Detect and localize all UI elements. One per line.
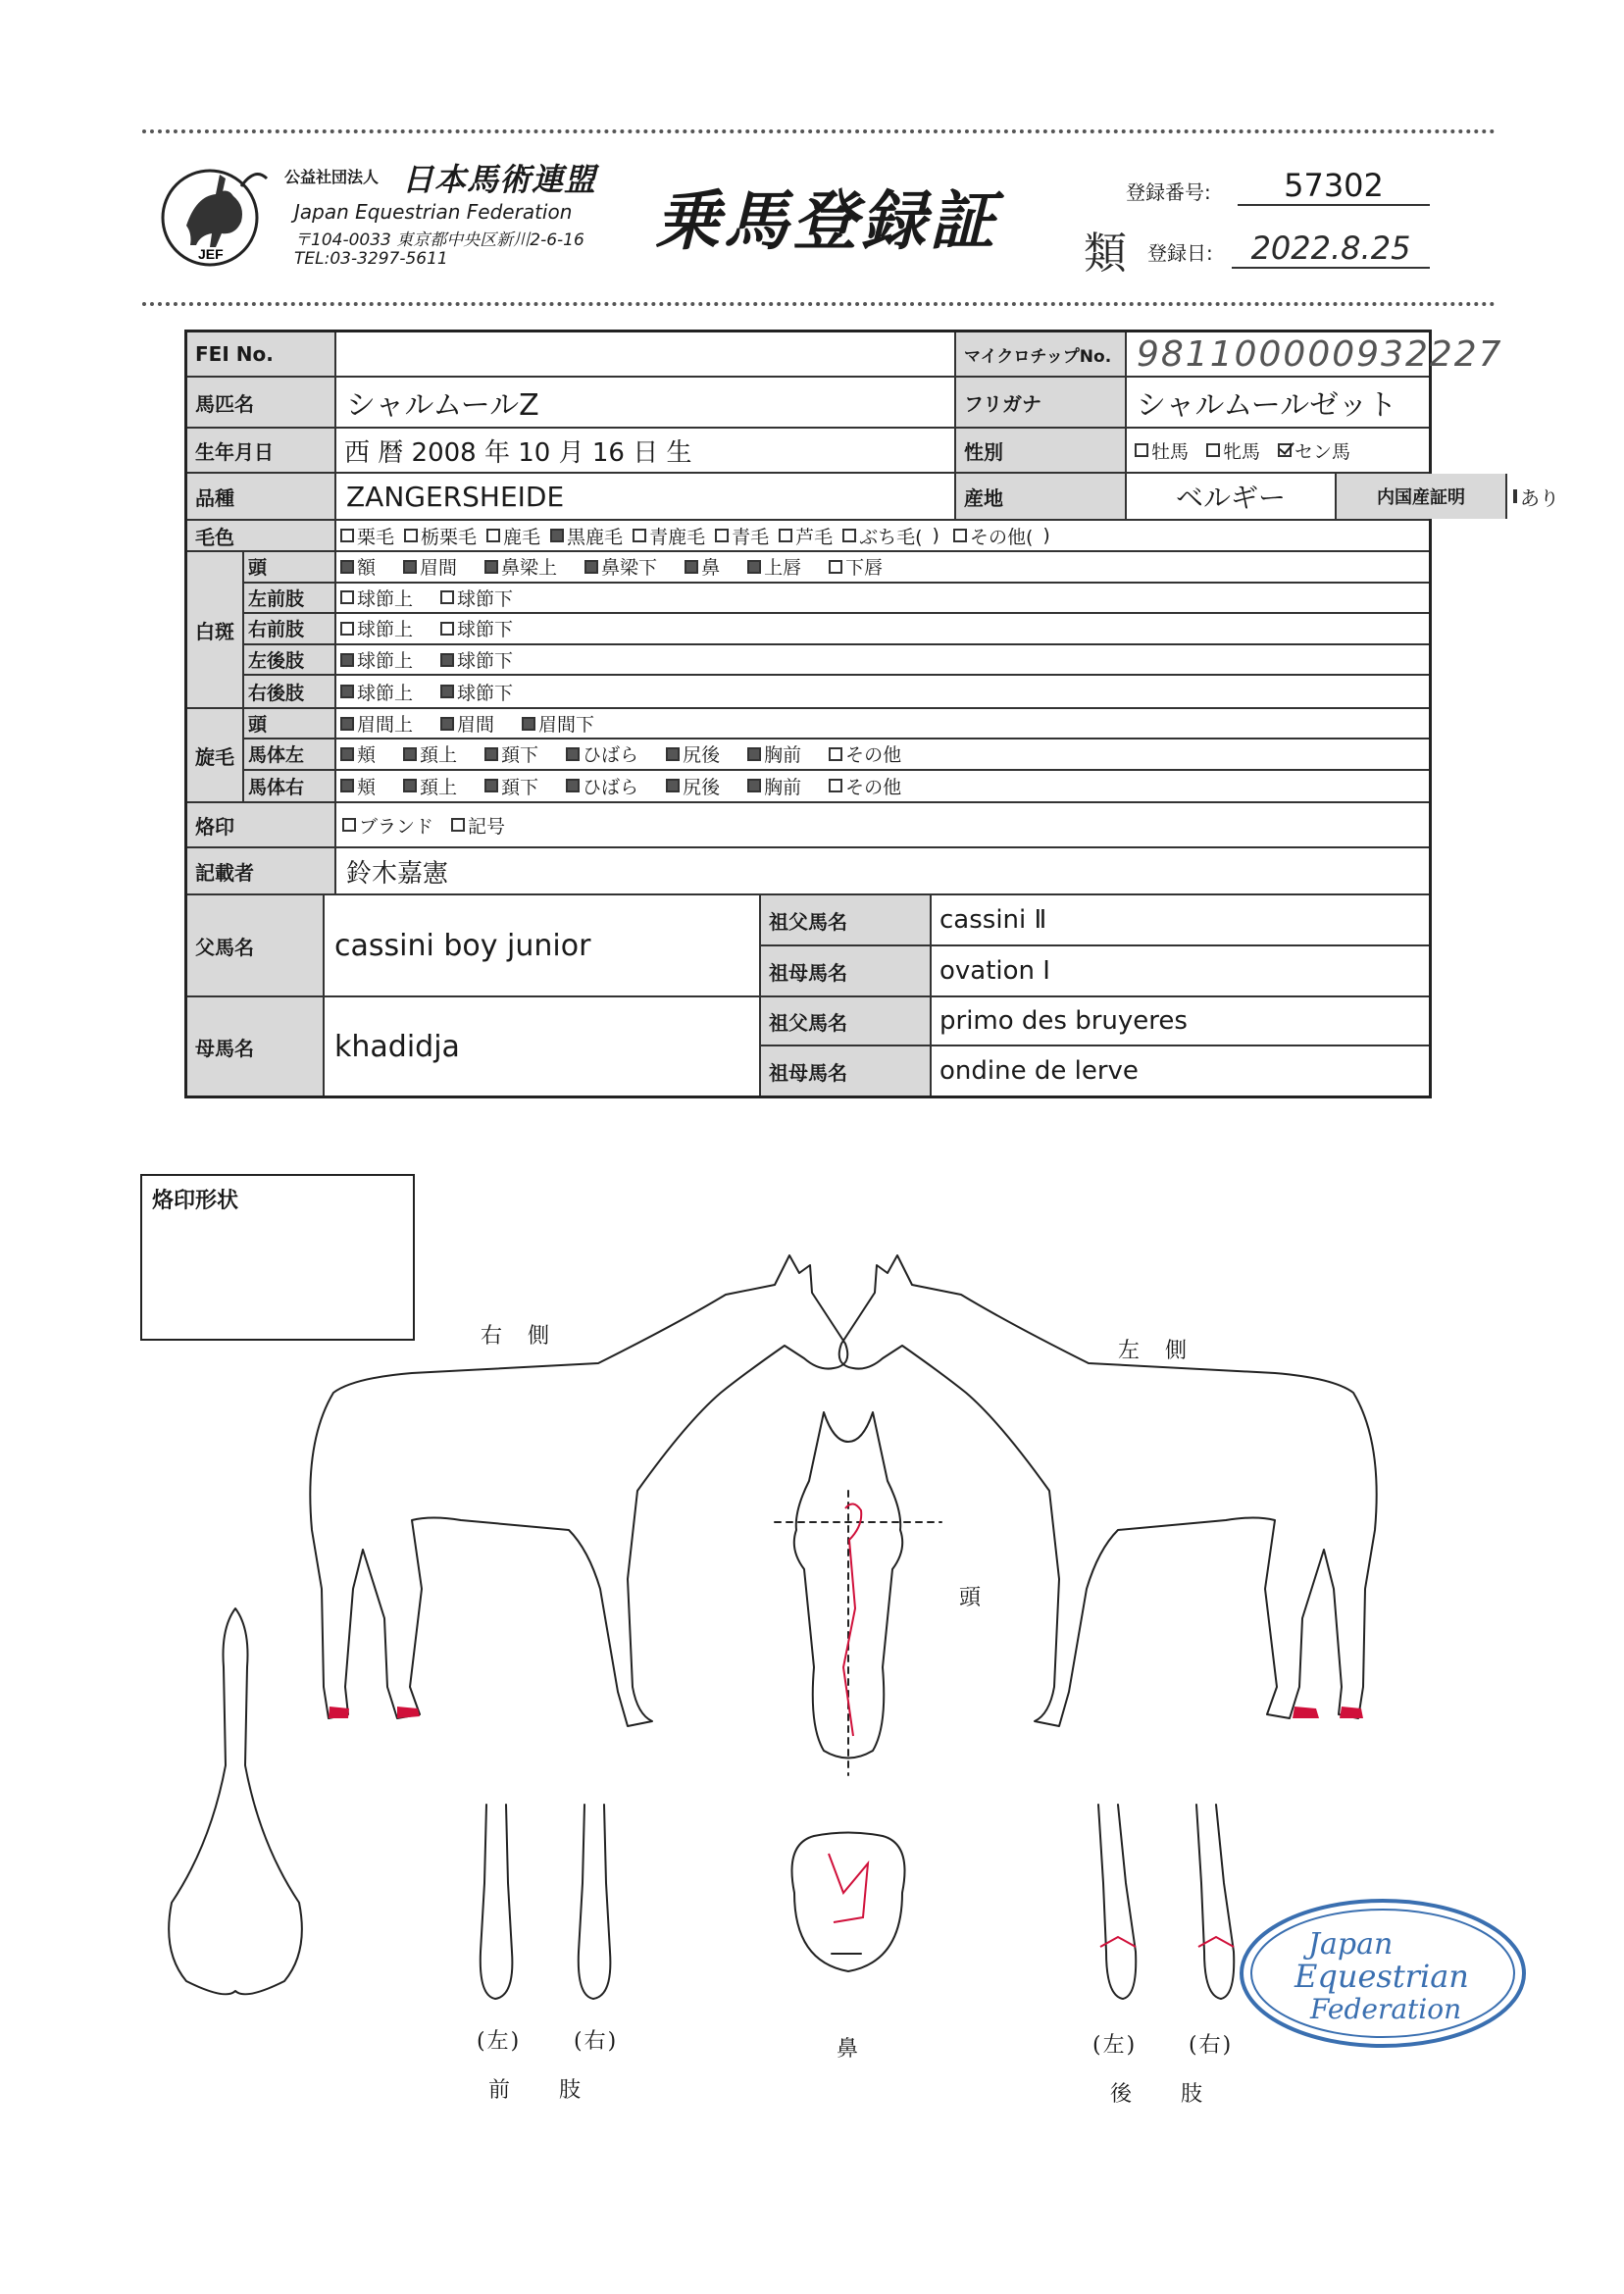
white-1-option-1[interactable] — [440, 585, 513, 611]
color-option-1-label: 栃栗毛 — [421, 526, 478, 548]
white-0-option-2[interactable] — [484, 553, 557, 580]
brand-option-symbol[interactable] — [451, 812, 505, 839]
whorl-part-label: 頭 — [244, 709, 336, 738]
white-2-option-0-checkbox[interactable] — [340, 622, 354, 636]
whorl-2-option-4-checkbox[interactable] — [666, 779, 680, 792]
brand-option-label: ブランド — [359, 815, 434, 838]
whorl-0-option-1-label: 眉間 — [457, 714, 495, 737]
color-option-9-label: その他( — [969, 526, 1034, 548]
whorl-2-option-0[interactable] — [340, 773, 376, 799]
whorl-1-option-3-checkbox[interactable] — [566, 747, 580, 761]
sex-option-0[interactable] — [1135, 437, 1189, 464]
whorl-1-option-0-checkbox[interactable] — [340, 747, 354, 761]
sex-option-0-label: 牡馬 — [1151, 440, 1190, 463]
hoof-marking-l2 — [1293, 1707, 1319, 1718]
sex-option-2-checkbox[interactable] — [1278, 443, 1292, 457]
color-option-5[interactable] — [715, 523, 769, 549]
group-white — [187, 552, 1429, 709]
whorl-row-0 — [244, 709, 1429, 739]
whorl-0-option-1[interactable] — [440, 710, 494, 737]
chip-value: 981100000932227 — [1137, 333, 1503, 375]
name-label: 馬匹名 — [187, 378, 336, 427]
sex-option-1[interactable] — [1206, 437, 1260, 464]
color-option-2[interactable] — [486, 523, 540, 549]
white-0-option-6-checkbox[interactable] — [829, 560, 842, 574]
whorl-2-option-1[interactable] — [403, 773, 457, 799]
white-3-option-0[interactable] — [340, 646, 413, 673]
white-1-option-1-label: 球節下 — [457, 587, 514, 610]
recorder-value: 鈴木嘉憲 — [346, 858, 449, 889]
white-0-option-2-checkbox[interactable] — [484, 560, 498, 574]
logo-text: JEF — [198, 246, 224, 262]
white-4-option-1-label: 球節下 — [457, 682, 514, 704]
white-2-option-0[interactable] — [340, 615, 413, 641]
color-option-5-checkbox[interactable] — [715, 529, 729, 542]
dam-label: 母馬名 — [187, 997, 325, 1096]
whorl-2-option-5-checkbox[interactable] — [747, 779, 761, 792]
hindleg-right — [1196, 1805, 1234, 1999]
white-1-option-0-label: 球節上 — [357, 587, 414, 610]
white-0-option-1-label: 眉間 — [420, 557, 458, 580]
birth-value: 西 暦 2008 年 10 月 16 日 生 — [344, 437, 692, 468]
stamp-line3: Federation — [1310, 1993, 1462, 2025]
right-side-label: 右 側 — [481, 1324, 552, 1349]
whorl-0-option-2-checkbox[interactable] — [522, 717, 535, 731]
white-0-option-3[interactable] — [584, 553, 657, 580]
white-3-option-0-label: 球節上 — [357, 650, 414, 673]
color-option-7-checkbox[interactable] — [842, 529, 856, 542]
whorl-0-option-0-checkbox[interactable] — [340, 717, 354, 731]
whorl-row-1 — [244, 739, 1429, 770]
group-whorl — [187, 709, 1429, 803]
document-title: 乗馬登録証 — [655, 182, 998, 259]
reg-date-label: 登録日: — [1147, 241, 1213, 265]
white-row-2 — [244, 614, 1429, 645]
sex-label: 性別 — [954, 429, 1127, 472]
hoof-marking-rh — [329, 1707, 349, 1718]
white-part-label: 左前肢 — [244, 584, 336, 613]
whorl-rows — [244, 709, 1429, 801]
white-3-option-1[interactable] — [440, 646, 513, 673]
whorl-1-option-5-checkbox[interactable] — [747, 747, 761, 761]
white-2-option-0-label: 球節上 — [357, 619, 414, 641]
color-option-6-checkbox[interactable] — [779, 529, 792, 542]
dam-granddam-value: ondine de lerve — [939, 1056, 1139, 1086]
whorl-2-option-5-label: 胸前 — [764, 776, 802, 798]
color-option-2-label: 鹿毛 — [503, 526, 541, 548]
color-option-0-label: 栗毛 — [357, 526, 395, 548]
symbol-checkbox[interactable] — [451, 818, 465, 832]
org-tel: TEL:03-3297-5611 — [294, 249, 448, 269]
domestic-checkbox[interactable] — [1513, 489, 1517, 503]
white-0-option-3-checkbox[interactable] — [584, 560, 598, 574]
chip-label: マイクロチップNo. — [954, 332, 1127, 376]
color-option-7[interactable] — [842, 523, 922, 549]
whorl-1-option-0[interactable] — [340, 740, 376, 767]
whorl-2-option-2-checkbox[interactable] — [484, 779, 498, 792]
row-brand — [187, 803, 1429, 848]
org-name: 日本馬術連盟 — [402, 161, 597, 198]
row-name — [187, 378, 1429, 429]
whorl-2-option-6[interactable] — [829, 773, 901, 799]
origin-label: 産地 — [954, 474, 1127, 519]
whorl-part-label: 馬体右 — [244, 771, 336, 801]
fei-value — [336, 332, 954, 376]
white-rows — [244, 552, 1429, 707]
foreleg-right — [579, 1805, 611, 1999]
header-top-rule — [142, 129, 1496, 133]
whorl-1-option-1-checkbox[interactable] — [403, 747, 417, 761]
row-dam — [187, 997, 1429, 1096]
color-option-3[interactable] — [550, 523, 623, 549]
nose-view — [792, 1833, 905, 1972]
reg-no-value: 57302 — [1238, 167, 1430, 206]
sex-option-2[interactable] — [1278, 437, 1350, 464]
registration-form — [184, 330, 1559, 1098]
right-side-horse — [310, 1255, 847, 1726]
whorl-2-option-3-checkbox[interactable] — [566, 779, 580, 792]
white-0-option-0[interactable] — [340, 553, 376, 580]
white-row-3 — [244, 645, 1429, 677]
brand-checkbox[interactable] — [342, 818, 356, 832]
white-3-option-1-checkbox[interactable] — [440, 653, 454, 667]
whorl-0-option-2-label: 眉間下 — [538, 714, 595, 737]
color-option-6-label: 芦毛 — [795, 526, 834, 548]
white-0-option-5-checkbox[interactable] — [747, 560, 761, 574]
white-row-4 — [244, 676, 1429, 707]
jef-logo — [157, 157, 273, 273]
row-breed — [187, 474, 1559, 521]
dam-granddam-label: 祖母馬名 — [759, 1046, 932, 1096]
whorl-1-option-3-label: ひばら — [583, 744, 639, 767]
whorl-1-option-5[interactable] — [747, 740, 801, 767]
whorl-1-option-1-label: 頚上 — [420, 744, 458, 767]
whorl-2-option-3-label: ひばら — [583, 776, 639, 798]
stamp-line2: Equestrian — [1294, 1958, 1469, 1995]
dam-grandsire-label: 祖父馬名 — [759, 997, 932, 1046]
sire-grandsire-value: cassini Ⅱ — [932, 895, 1429, 946]
row-color — [187, 521, 1429, 552]
stamp-line1: Japan — [1308, 1927, 1394, 1962]
color-option-4-label: 青鹿毛 — [649, 526, 706, 548]
white-part-label: 左後肢 — [244, 645, 336, 675]
color-option-0[interactable] — [340, 523, 394, 549]
color-option-9[interactable] — [953, 523, 1033, 549]
hindleg-right-label: (右) — [1189, 2033, 1234, 2058]
row-fei — [187, 332, 1503, 378]
row-sire — [187, 895, 1429, 997]
reg-no-label: 登録番号: — [1126, 180, 1211, 204]
symbol-option-label: 記号 — [468, 815, 506, 838]
white-part-label: 頭 — [244, 552, 336, 582]
white-0-option-0-checkbox[interactable] — [340, 560, 354, 574]
white-4-option-1[interactable] — [440, 679, 513, 705]
whorl-1-option-4[interactable] — [666, 740, 720, 767]
sire-granddam-value: ovation Ⅰ — [939, 956, 1050, 986]
white-4-option-0[interactable] — [340, 679, 413, 705]
org-prefix: 公益社団法人 — [284, 168, 380, 186]
whorl-row-2 — [244, 771, 1429, 801]
white-4-option-0-checkbox[interactable] — [340, 685, 354, 698]
hoof-marking-lh — [397, 1707, 420, 1718]
whorl-2-option-0-checkbox[interactable] — [340, 779, 354, 792]
whorl-0-option-0[interactable] — [340, 710, 413, 737]
white-0-option-1[interactable] — [403, 553, 457, 580]
white-0-option-4-checkbox[interactable] — [685, 560, 698, 574]
color-option-1[interactable] — [404, 523, 477, 549]
whorl-1-option-0-label: 頬 — [357, 744, 377, 767]
white-options — [336, 676, 1429, 707]
whorl-2-option-1-label: 頚上 — [420, 776, 458, 798]
whorl-0-option-0-label: 眉間上 — [357, 714, 414, 737]
whorl-1-option-6-label: その他 — [845, 744, 902, 767]
white-options — [336, 614, 1429, 643]
dam-value: khadidja — [334, 1029, 460, 1064]
color-option-1-checkbox[interactable] — [404, 529, 418, 542]
sire-grandsire-label: 祖父馬名 — [759, 895, 932, 946]
whorl-2-option-6-checkbox[interactable] — [829, 779, 842, 792]
white-0-option-3-label: 鼻梁下 — [601, 557, 658, 580]
white-0-option-4[interactable] — [685, 553, 720, 580]
whorl-0-option-2[interactable] — [522, 710, 594, 737]
color-option-3-label: 黒鹿毛 — [567, 526, 624, 548]
head-marking — [843, 1504, 861, 1736]
color-option-9-checkbox[interactable] — [953, 529, 967, 542]
left-side-label: 左 側 — [1118, 1339, 1190, 1363]
white-0-option-5-label: 上唇 — [764, 557, 802, 580]
domestic-option-label: あり — [1520, 485, 1559, 510]
white-row-0 — [244, 552, 1429, 584]
breed-label: 品種 — [187, 474, 336, 519]
color-option-2-checkbox[interactable] — [486, 529, 500, 542]
white-0-option-2-label: 鼻梁上 — [501, 557, 558, 580]
foreleg-label: 前 肢 — [488, 2078, 584, 2103]
domestic-label: 内国産証明 — [1335, 474, 1507, 519]
horse-top-view — [169, 1608, 302, 1994]
white-4-option-0-label: 球節上 — [357, 682, 414, 704]
foreleg-right-label: (右) — [574, 2029, 619, 2054]
white-row-1 — [244, 584, 1429, 615]
sire-value: cassini boy junior — [334, 928, 591, 963]
white-2-option-1-checkbox[interactable] — [440, 622, 454, 636]
color-option-7-label: ぶち毛( — [859, 526, 923, 548]
whorl-1-option-4-label: 尻後 — [683, 744, 721, 767]
origin-value: ベルギー — [1175, 482, 1286, 514]
white-0-option-0-label: 額 — [357, 557, 377, 580]
color-option-6[interactable] — [779, 523, 833, 549]
white-2-option-1-label: 球節下 — [457, 619, 514, 641]
color-paren-10: ) — [1042, 525, 1050, 546]
whorl-2-option-6-label: その他 — [845, 776, 902, 798]
whorl-options — [336, 739, 1429, 768]
kana-label: フリガナ — [954, 378, 1127, 427]
brand-label: 烙印 — [187, 803, 336, 846]
white-options — [336, 645, 1429, 675]
whorl-2-option-2-label: 頚下 — [501, 776, 539, 798]
head-label: 頭 — [959, 1586, 984, 1610]
breed-value: ZANGERSHEIDE — [346, 480, 565, 513]
white-4-option-1-checkbox[interactable] — [440, 685, 454, 698]
whorl-2-option-5[interactable] — [747, 773, 801, 799]
sire-label: 父馬名 — [187, 895, 325, 995]
white-1-option-0[interactable] — [340, 585, 413, 611]
color-option-3-checkbox[interactable] — [550, 529, 564, 542]
federation-stamp — [1238, 1895, 1528, 2052]
whorl-2-option-4[interactable] — [666, 773, 720, 799]
brand-shape-label: 烙印形状 — [152, 1189, 239, 1213]
whorl-1-option-2-label: 頚下 — [501, 744, 539, 767]
white-3-option-0-checkbox[interactable] — [340, 653, 354, 667]
white-0-option-5[interactable] — [747, 553, 801, 580]
whorl-2-option-2[interactable] — [484, 773, 538, 799]
hindleg-left-label: (左) — [1092, 2033, 1138, 2058]
whorl-1-option-2-checkbox[interactable] — [484, 747, 498, 761]
whorl-1-option-1[interactable] — [403, 740, 457, 767]
white-options — [336, 552, 1429, 582]
org-name-en: Japan Equestrian Federation — [294, 200, 573, 224]
whorl-1-option-4-checkbox[interactable] — [666, 747, 680, 761]
color-option-4[interactable] — [633, 523, 705, 549]
margin-note: 類 — [1084, 229, 1127, 279]
sex-option-1-label: 牝馬 — [1223, 440, 1261, 463]
foreleg-left-label: (左) — [477, 2029, 522, 2054]
whorl-1-option-6[interactable] — [829, 740, 901, 767]
birth-label: 生年月日 — [187, 429, 336, 472]
org-address: 〒104-0033 東京都中央区新川2-6-16 — [294, 230, 584, 250]
sex-option-2-label: セン馬 — [1294, 440, 1351, 463]
whorl-part-label: 馬体左 — [244, 739, 336, 768]
white-group-label: 白斑 — [187, 552, 244, 707]
white-part-label: 右前肢 — [244, 614, 336, 643]
header-bottom-rule — [142, 302, 1496, 306]
whorl-options — [336, 771, 1429, 801]
white-3-option-1-label: 球節下 — [457, 650, 514, 673]
white-2-option-1[interactable] — [440, 615, 513, 641]
nose-marking — [829, 1854, 868, 1922]
white-0-option-1-checkbox[interactable] — [403, 560, 417, 574]
sex-option-0-checkbox[interactable] — [1135, 443, 1148, 457]
foreleg-left — [481, 1805, 513, 1999]
white-0-option-4-label: 鼻 — [701, 557, 721, 580]
color-paren-8: ) — [932, 525, 939, 546]
whorl-group-label: 旋毛 — [187, 709, 244, 801]
whorl-2-option-0-label: 頬 — [357, 776, 377, 798]
whorl-1-option-3[interactable] — [566, 740, 638, 767]
color-option-5-label: 青毛 — [732, 526, 770, 548]
whorl-1-option-2[interactable] — [484, 740, 538, 767]
whorl-2-option-3[interactable] — [566, 773, 638, 799]
white-1-option-1-checkbox[interactable] — [440, 590, 454, 604]
hindleg-label: 後 肢 — [1110, 2082, 1205, 2107]
white-0-option-6-label: 下唇 — [845, 557, 884, 580]
sex-option-1-checkbox[interactable] — [1206, 443, 1220, 457]
fei-label: FEI No. — [187, 332, 336, 376]
hindleg-left — [1098, 1805, 1136, 1999]
sire-granddam-label: 祖母馬名 — [759, 946, 932, 995]
color-label: 毛色 — [187, 521, 336, 550]
whorl-1-option-5-label: 胸前 — [764, 744, 802, 767]
row-recorder — [187, 848, 1429, 895]
domestic-option — [1507, 474, 1559, 519]
row-birth — [187, 429, 1429, 474]
whorl-0-option-1-checkbox[interactable] — [440, 717, 454, 731]
kana-value: シャルムールゼット — [1137, 388, 1397, 423]
color-options — [336, 521, 1429, 550]
nose-label: 鼻 — [837, 2037, 861, 2062]
brand-option-brand[interactable] — [342, 812, 433, 839]
sex-options — [1127, 429, 1429, 472]
brand-options — [336, 803, 1429, 846]
white-1-option-0-checkbox[interactable] — [340, 590, 354, 604]
recorder-label: 記載者 — [187, 848, 336, 893]
reg-date-value: 2022.8.25 — [1232, 229, 1430, 269]
org-address-block — [294, 231, 584, 269]
white-options — [336, 584, 1429, 613]
left-side-horse — [839, 1255, 1377, 1726]
whorl-options — [336, 709, 1429, 738]
whorl-2-option-1-checkbox[interactable] — [403, 779, 417, 792]
name-value: シャルムールZ — [346, 388, 539, 423]
color-option-0-checkbox[interactable] — [340, 529, 354, 542]
whorl-1-option-6-checkbox[interactable] — [829, 747, 842, 761]
dam-grandsire-value: primo des bruyeres — [932, 997, 1429, 1046]
white-part-label: 右後肢 — [244, 676, 336, 707]
color-option-4-checkbox[interactable] — [633, 529, 646, 542]
white-0-option-6[interactable] — [829, 553, 883, 580]
whorl-2-option-4-label: 尻後 — [683, 776, 721, 798]
